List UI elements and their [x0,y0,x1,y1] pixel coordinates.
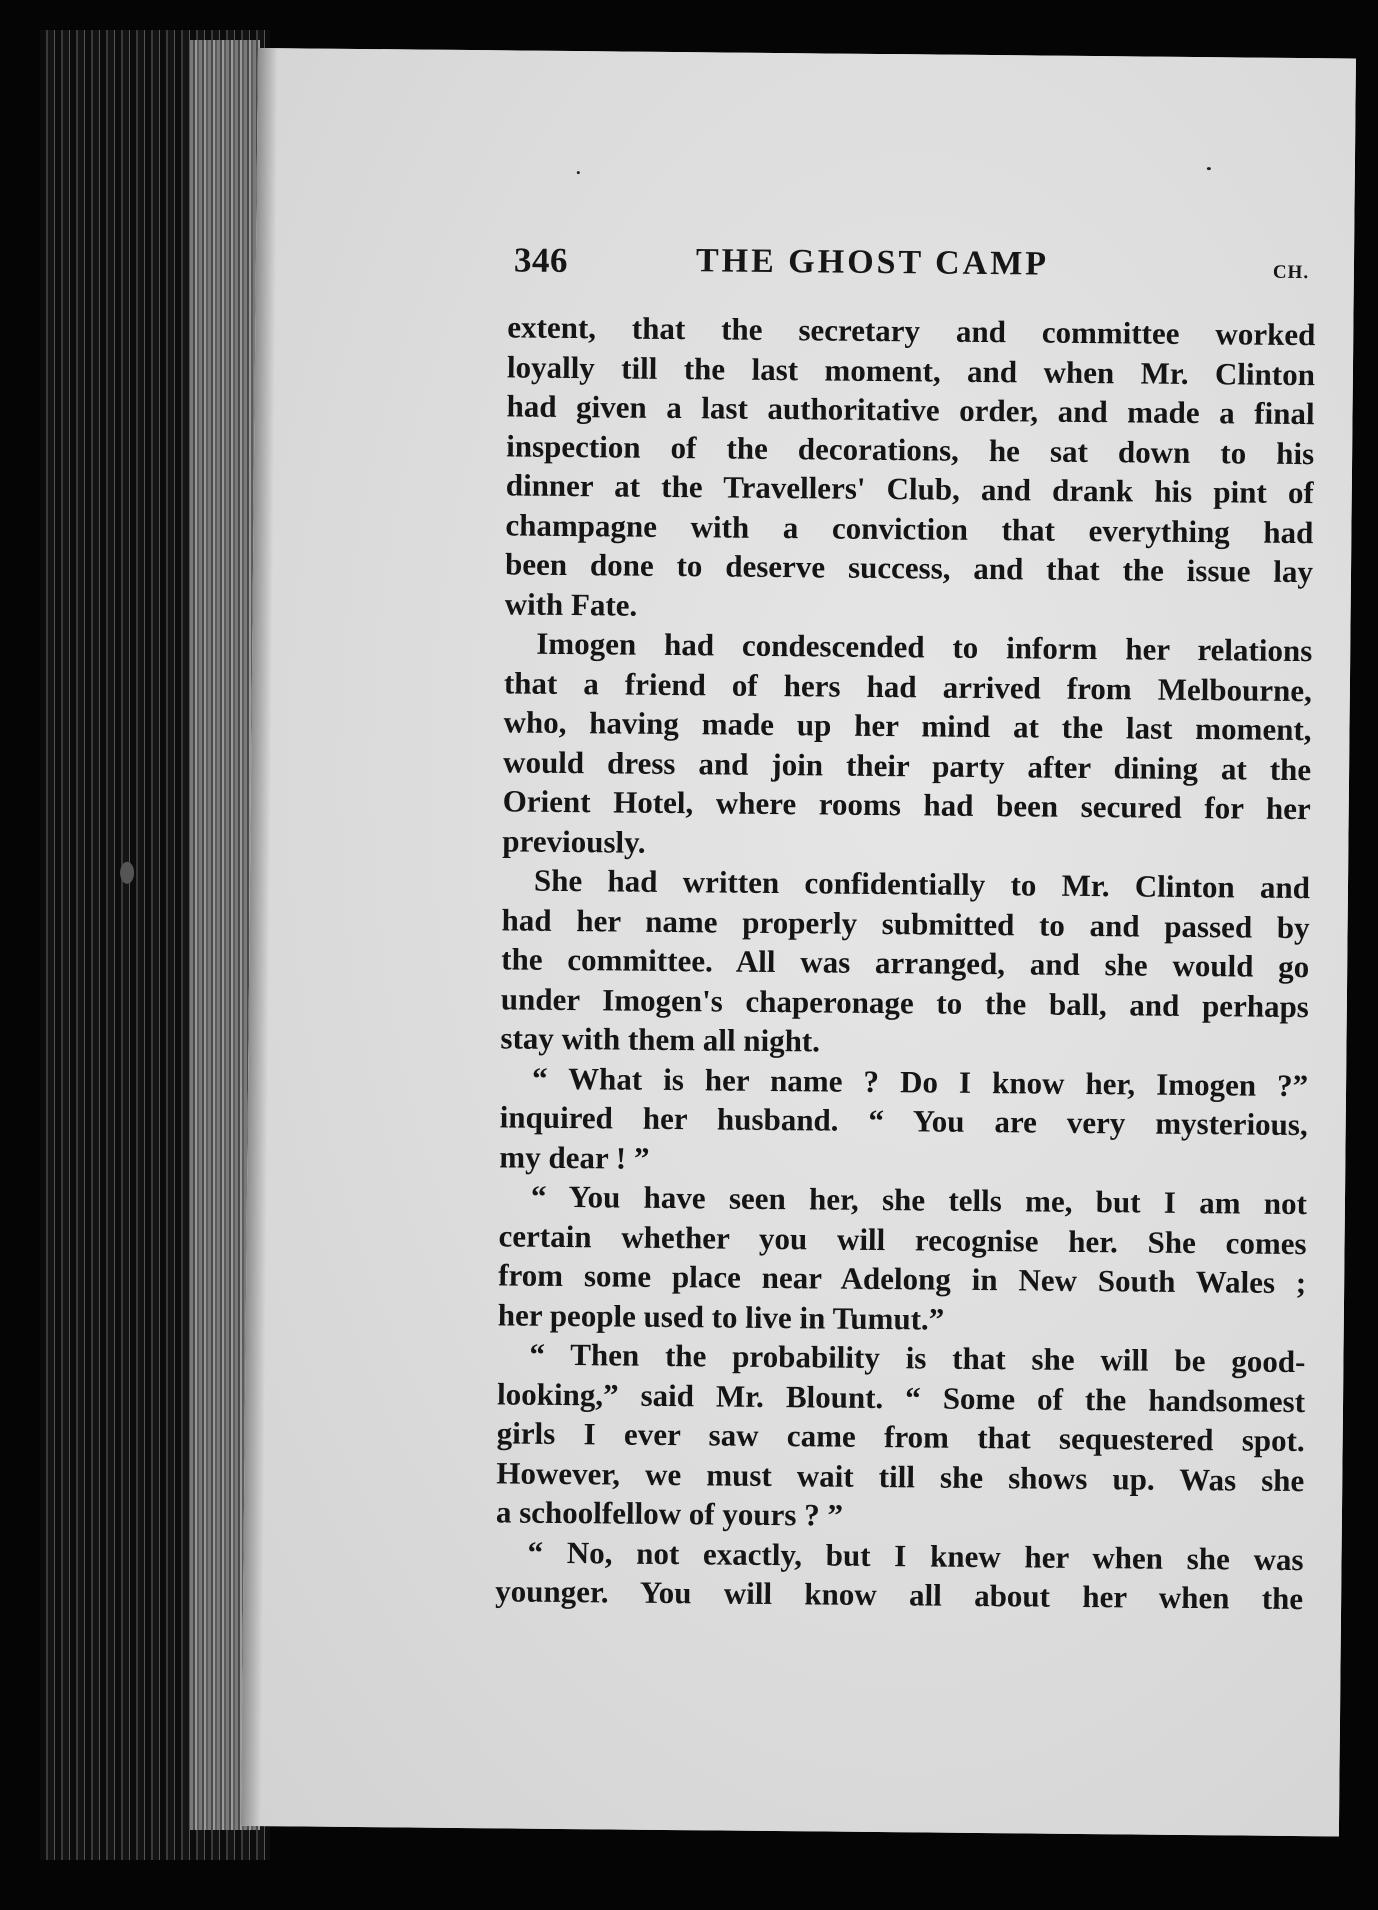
text-line: would dress and join their party after dining at the [502,743,1312,787]
text-line: had given a last authoritative order, and made a final [506,388,1315,432]
page-header [514,240,1315,308]
book-page [241,48,1356,1836]
text-line: inspection of the decorations, he sat down to his [506,427,1315,471]
body-text [495,307,1315,1618]
text-line: looking,” said Mr. Blount. “ Some of the handsomest [496,1375,1306,1419]
text-line: loyally till the last moment, and when Mr. Clinton [506,348,1316,392]
text-line: had her name properly submitted to and passed by [501,901,1310,945]
text-line: She had written confidentially to Mr. Clinton and [533,862,1311,906]
text-line: my dear ! ” [499,1138,650,1176]
text-line: However, we must wait till she shows up. Was she [496,1454,1305,1498]
text-line: “ You have seen her, she tells me, but I am not [530,1178,1308,1222]
text-line: previously. [502,822,646,860]
text-line: a schoolfellow of yours ? ” [495,1494,844,1533]
ink-speck [1207,167,1211,170]
text-line: champagne with a conviction that everything had [505,506,1314,550]
text-line: “ No, not exactly, but I knew her when she was [527,1534,1304,1577]
text-line: Imogen had condescended to inform her relations [536,625,1313,669]
text-line: from some place near Adelong in New South Wales ; [498,1257,1307,1301]
text-line: with Fate. [504,585,638,623]
text-line: girls I ever saw came from that sequestered spot. [496,1415,1305,1459]
ink-speck [577,171,580,174]
text-line: younger. You will know all about her when the [495,1573,1304,1617]
text-line: stay with them all night. [500,1020,821,1059]
text-line: dinner at the Travellers' Club, and drank his pint of [505,467,1314,511]
text-line: that a friend of hers had arrived from Melbourne, [503,664,1313,708]
text-line: her people used to live in Tumut.” [497,1296,945,1337]
chapter-abbreviation: CH. [1272,261,1310,284]
text-line: extent, that the secretary and committee worked [507,309,1316,353]
text-line: “ What is her name ? Do I know her, Imogen ?” [531,1060,1309,1103]
text-line: certain whether you will recognise her. She comes [498,1217,1307,1261]
page-number: 346 [513,240,569,280]
text-line: who, having made up her mind at the last moment, [503,704,1312,748]
running-title: THE GHOST CAMP [695,242,1050,283]
text-line: under Imogen's chaperonage to the ball, and perhaps [500,980,1310,1024]
text-line: “ Then the probability is that she will be good- [529,1336,1306,1380]
text-line: Orient Hotel, where rooms had been secured for her [502,783,1311,827]
text-line: the committee. All was arranged, and she would go [501,941,1310,985]
text-line: been done to deserve success, and that the issue lay [504,546,1314,590]
text-line: inquired her husband. “ You are very mysterious, [499,1099,1308,1143]
